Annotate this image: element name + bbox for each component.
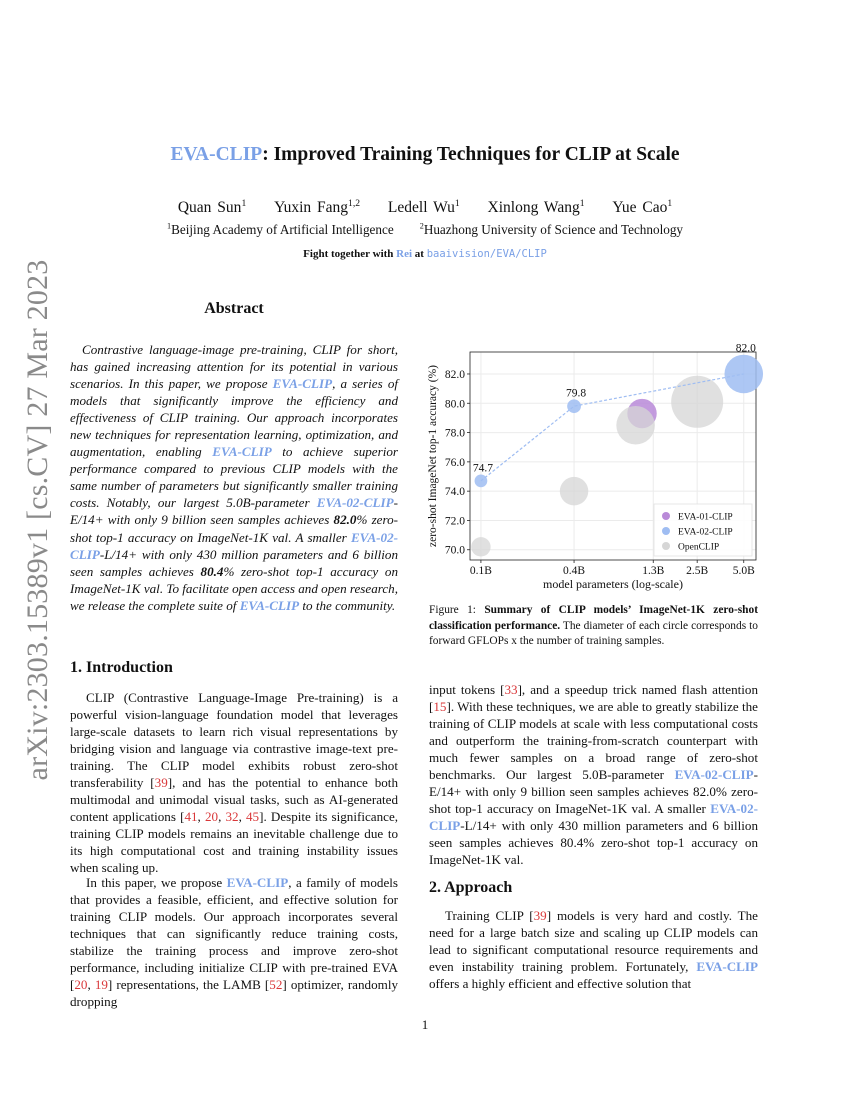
affiliations xyxy=(0,222,850,238)
citation-link[interactable]: 41 xyxy=(184,809,198,825)
rei-link[interactable]: Rei xyxy=(396,248,413,260)
data-point-eva-02-clip xyxy=(567,399,581,413)
citation-link[interactable]: 45 xyxy=(246,809,260,825)
y-tick-label: 80.0 xyxy=(444,398,465,411)
legend-label: OpenCLIP xyxy=(678,542,720,553)
eva-clip-link[interactable]: EVA-CLIP xyxy=(226,875,289,890)
eva-02-clip-link[interactable]: EVA-02-CLIP xyxy=(429,801,758,834)
approach-heading: 2. Approach xyxy=(429,879,513,896)
citation-link[interactable]: 15 xyxy=(433,699,447,715)
eva-02-clip-link[interactable]: EVA-02-CLIP xyxy=(674,767,754,783)
tagline: Fight together with Rei at baaivision/EVA/CLIP xyxy=(303,248,547,260)
intro-paragraph-1: CLIP (Contrastive Language-Image Pre-training) is a powerful vision-language foundation model that leverages large-scale datasets to learn rich visual representations by bridging vision and language via contrastive image-text pre-training. The CLIP model exhibits robust zero-shot transferability [39], and has the potential to enhance both multimodal and unimodal visual tasks, such as AI-generated content applications [41, 20, 32, 45]. Despite its significance, training CLIP models remains an inevitable challenge due to its high computational cost and training instability issues when scaling up. xyxy=(70,690,399,876)
data-point-openclip xyxy=(560,477,588,505)
y-tick-label: 74.0 xyxy=(444,486,465,499)
arxiv-id-text: arXiv:2303.15389v1 [cs.CV] 27 Mar 2023 xyxy=(21,259,54,781)
intro-paragraph-3: input tokens [33], and a speedup trick named flash attention [15]. With these techniques, we are able to greatly stabilize the training of CLIP models at scale with less computational costs and outperform the training-from-scratch counterpart with much fewer samples on a broad range of zero-shot benchmarks. Our largest 5.0B-parameter EVA-02-CLIP-E/14+ with only 9 billion seen samples achieves 82.0% zero-shot top-1 accuracy on ImageNet-1K val. A smaller EVA-02-CLIP-L/14+ with only 430 million parameters and 6 billion seen samples achieves 80.4% zero-shot top-1 accuracy on ImageNet-1K val. xyxy=(429,682,758,868)
legend-label: EVA-02-CLIP xyxy=(678,527,733,538)
y-tick-label: 76.0 xyxy=(444,456,465,469)
figure-caption: Figure 1: Summary of CLIP models’ ImageNet-1K zero-shot classification performance. The diameter of each circle corresponds to forward GFLOPs x the number of training samples. xyxy=(429,604,758,648)
paper-title xyxy=(0,144,850,166)
x-tick-label: 5.0B xyxy=(732,565,755,577)
citation-link[interactable]: 33 xyxy=(504,682,518,697)
title-rest: : Improved Training Techniques for CLIP at Scale xyxy=(262,144,680,165)
data-point-eva-02-clip xyxy=(475,475,488,488)
citation-link[interactable]: 39 xyxy=(533,908,547,923)
data-label: 82.0 xyxy=(735,342,756,355)
eva-clip-link[interactable]: EVA-CLIP xyxy=(239,597,300,613)
y-tick-label: 78.0 xyxy=(444,427,465,440)
eva-02-clip-link[interactable]: EVA-02-CLIP xyxy=(70,529,398,562)
legend-label: EVA-01-CLIP xyxy=(678,512,733,523)
legend-swatch xyxy=(662,512,670,520)
citation-link[interactable]: 32 xyxy=(225,809,239,825)
x-tick-label: 0.1B xyxy=(469,565,492,577)
figure-1-chart xyxy=(420,340,765,598)
x-tick-label: 1.3B xyxy=(642,565,665,577)
abstract-body: Contrastive language-image pre-training, CLIP for short, has gained increasing attention for its potential in various scenarios. In this paper, we propose EVA-CLIP, a series of models that significantly improve the efficiency and effectiveness of CLIP training. Our approach incorporates new techniques for representation learning, optimization, and augmentation, enabling EVA-CLIP to achieve superior performance compared to previous CLIP models with the same number of parameters but significantly smaller training costs. Notably, our largest 5.0B-parameter EVA-02-CLIP-E/14+ with only 9 billion seen samples achieves 82.0% zero-shot top-1 accuracy on ImageNet-1K val. A smaller EVA-02-CLIP-L/14+ with only 430 million parameters and 6 billion seen samples achieves 80.4% zero-shot top-1 accuracy on ImageNet-1K val. To facilitate open access and open research, we release the complete suite of EVA-CLIP to the community. xyxy=(70,342,399,613)
eva-clip-link[interactable]: EVA-CLIP xyxy=(212,444,272,460)
intro-paragraph-2: In this paper, we propose EVA-CLIP, a family of models that provides a feasible, efficient, and effective solution for training CLIP models. Our approach incorporates several techniques that can significantly reduce training costs, stabilize the training process and improve zero-shot performance, including initialize CLIP with pre-trained EVA [20, 19] representations, the LAMB [52] optimizer, randomly dropping xyxy=(70,875,399,1010)
abstract-heading: Abstract xyxy=(204,300,264,317)
x-tick-label: 2.5B xyxy=(686,565,709,577)
y-tick-label: 72.0 xyxy=(444,515,465,528)
eva-clip-link[interactable]: EVA-CLIP xyxy=(272,376,333,392)
citation-link[interactable]: 20 xyxy=(204,809,219,825)
author: Quan Sun$^1$ xyxy=(177,198,247,217)
citation-link[interactable]: 52 xyxy=(269,977,283,993)
data-point-openclip xyxy=(616,406,655,445)
eva-clip-link[interactable]: EVA-CLIP xyxy=(696,959,758,975)
legend-swatch xyxy=(662,542,670,550)
author: Ledell Wu$^1$ xyxy=(387,198,460,217)
legend-swatch xyxy=(662,527,670,535)
data-label: 79.8 xyxy=(565,387,587,400)
author: Xinlong Wang$^1$ xyxy=(487,198,585,217)
data-label: 74.7 xyxy=(472,462,493,475)
repo-link[interactable]: baaivision/EVA/CLIP xyxy=(426,248,547,260)
x-axis-label: model parameters (log-scale) xyxy=(543,577,683,591)
y-tick-label: 82.0 xyxy=(444,368,465,381)
data-point-openclip xyxy=(671,376,723,428)
y-axis-label: zero-shot ImageNet top-1 accuracy (%) xyxy=(427,365,439,547)
arxiv-side-stamp xyxy=(8,259,68,781)
approach-paragraph-1: Training CLIP [39] models is very hard and costly. The need for a large batch size and scaling up CLIP models can lead to significant computational resource requirements and even instability training problem. Fortunately, EVA-CLIP offers a highly efficient and effective solution that xyxy=(429,908,758,992)
citation-link[interactable]: 39 xyxy=(154,775,168,791)
title-link[interactable]: EVA-CLIP xyxy=(170,144,263,165)
author-list xyxy=(0,198,850,217)
eva-02-clip-link[interactable]: EVA-02-CLIP xyxy=(316,495,394,511)
x-tick-label: 0.4B xyxy=(563,565,586,577)
citation-link[interactable]: 19 xyxy=(94,977,108,993)
scatter-chart xyxy=(420,340,765,598)
author: Yue Cao$^1$ xyxy=(612,198,673,217)
data-point-openclip xyxy=(471,537,490,556)
author: Yuxin Fang$^{1,2}$ xyxy=(274,198,361,217)
affiliation: $^1$Beijing Academy of Artificial Intelligence xyxy=(166,222,394,238)
citation-link[interactable]: 20 xyxy=(74,977,88,993)
y-tick-label: 70.0 xyxy=(444,544,465,557)
page-number: 1 xyxy=(421,1017,429,1032)
affiliation: $^2$Huazhong University of Science and Technology xyxy=(419,222,684,238)
data-point-eva-02-clip xyxy=(724,355,763,394)
intro-heading: 1. Introduction xyxy=(70,659,173,676)
